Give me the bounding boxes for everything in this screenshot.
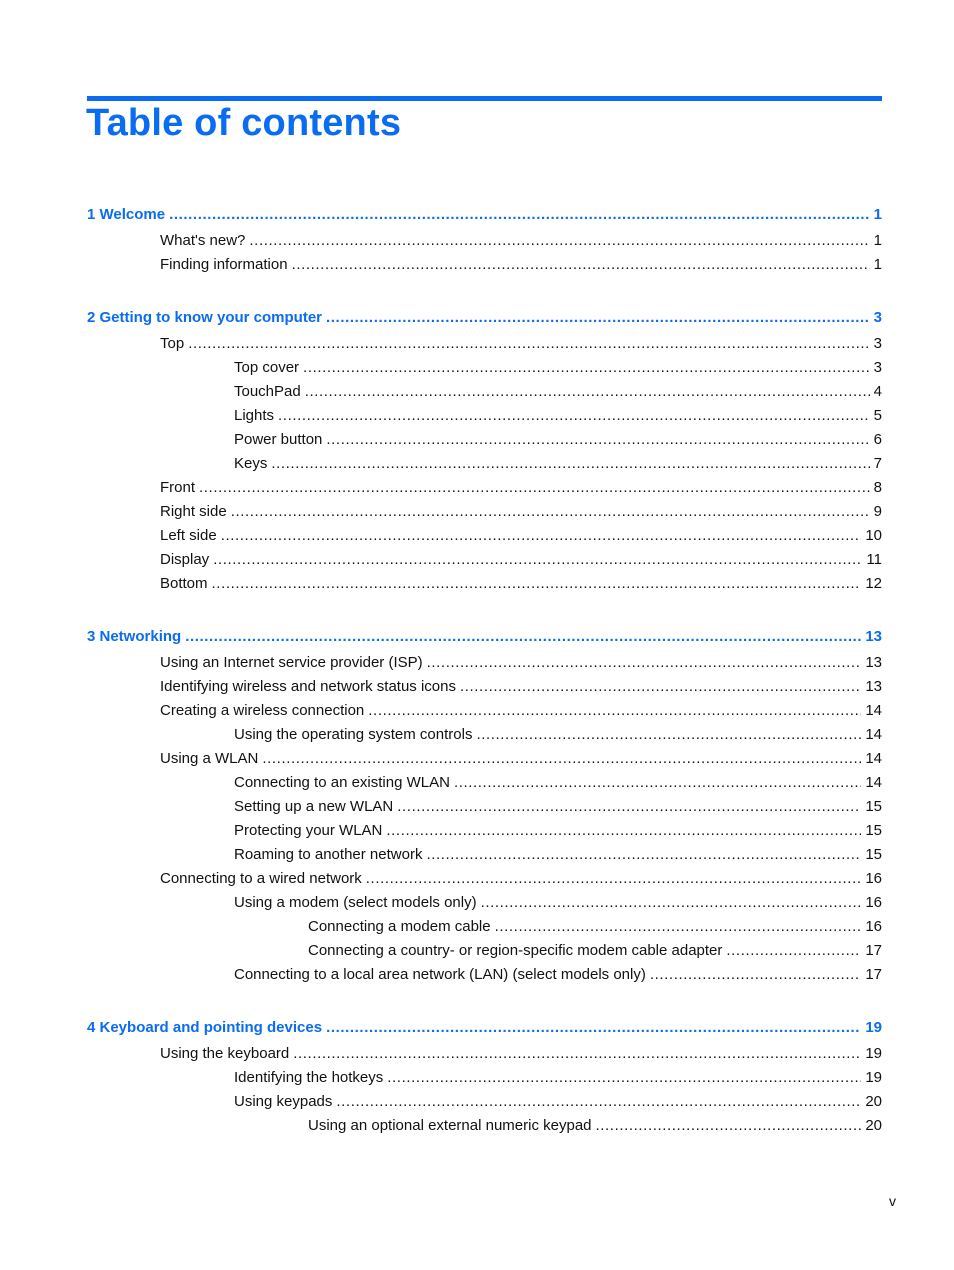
toc-entry-page: 15 xyxy=(865,798,882,815)
toc-entry-page: 10 xyxy=(865,527,882,544)
toc-entry[interactable] xyxy=(308,915,882,939)
toc-entry[interactable] xyxy=(234,963,882,987)
toc-entry[interactable] xyxy=(160,332,882,356)
dot-leader xyxy=(199,476,870,500)
dot-leader xyxy=(293,1042,861,1066)
dot-leader xyxy=(249,229,869,253)
dot-leader xyxy=(387,1066,861,1090)
dot-leader xyxy=(221,524,862,548)
toc-entry-page: 14 xyxy=(865,726,882,743)
dot-leader xyxy=(185,625,861,649)
toc-entry[interactable] xyxy=(160,524,882,548)
toc-entry-title: Creating a wireless connection xyxy=(160,702,365,719)
dot-leader xyxy=(366,867,862,891)
toc-entry[interactable] xyxy=(234,1090,882,1114)
toc-entry[interactable] xyxy=(160,572,882,596)
toc-entry-page: 17 xyxy=(865,942,882,959)
dot-leader xyxy=(212,572,862,596)
toc-entry[interactable] xyxy=(160,651,882,675)
page-number: v xyxy=(889,1193,896,1209)
toc-entry[interactable] xyxy=(160,253,882,277)
dot-leader xyxy=(426,843,861,867)
toc-entry-title: Using a modem (select models only) xyxy=(234,894,477,911)
toc-entry-page: 13 xyxy=(865,678,882,695)
dot-leader xyxy=(397,795,861,819)
toc-entry[interactable] xyxy=(234,891,882,915)
dot-leader xyxy=(271,452,869,476)
toc-entry-title: Using the keyboard xyxy=(160,1045,290,1062)
toc-entry-title: Top cover xyxy=(234,359,300,376)
toc-entry-title: Keys xyxy=(234,455,268,472)
dot-leader xyxy=(169,203,870,227)
toc-entry[interactable] xyxy=(160,500,882,524)
toc-entry-page: 19 xyxy=(865,1069,882,1086)
toc-entry[interactable] xyxy=(234,843,882,867)
dot-leader xyxy=(231,500,870,524)
toc-entry-title: Setting up a new WLAN xyxy=(234,798,394,815)
toc-entry[interactable] xyxy=(234,404,882,428)
toc-entry-title: Identifying the hotkeys xyxy=(234,1069,384,1086)
toc-entry-page: 9 xyxy=(873,503,882,520)
toc-entry-page: 7 xyxy=(873,455,882,472)
toc-entry[interactable] xyxy=(234,723,882,747)
toc-entry-title: Connecting to an existing WLAN xyxy=(234,774,450,791)
dot-leader xyxy=(213,548,862,572)
toc-entry[interactable] xyxy=(308,939,882,963)
dot-leader xyxy=(481,891,862,915)
toc-entry-page: 14 xyxy=(865,750,882,767)
toc-entry-title: Protecting your WLAN xyxy=(234,822,383,839)
toc-chapter-entry[interactable] xyxy=(87,625,882,649)
dot-leader xyxy=(495,915,862,939)
toc-entry-title: 4 Keyboard and pointing devices xyxy=(87,1019,323,1036)
toc-entry-title: Bottom xyxy=(160,575,208,592)
toc-entry-page: 19 xyxy=(865,1019,882,1036)
toc-entry-page: 20 xyxy=(865,1117,882,1134)
toc-entry-title: Connecting a modem cable xyxy=(308,918,491,935)
toc-entry[interactable] xyxy=(234,771,882,795)
dot-leader xyxy=(476,723,861,747)
toc-entry-page: 16 xyxy=(865,918,882,935)
toc-entry-page: 17 xyxy=(865,966,882,983)
toc-entry-page: 3 xyxy=(873,335,882,352)
toc-entry-title: 1 Welcome xyxy=(87,206,166,223)
dot-leader xyxy=(326,306,870,330)
toc-entry-page: 3 xyxy=(873,309,882,326)
dot-leader xyxy=(188,332,869,356)
toc-chapter-entry[interactable] xyxy=(87,203,882,227)
toc-entry-page: 14 xyxy=(865,702,882,719)
toc-entry-title: Identifying wireless and network status icons xyxy=(160,678,456,695)
toc-entry-title: Using a WLAN xyxy=(160,750,259,767)
toc-entry[interactable] xyxy=(160,1042,882,1066)
toc-entry[interactable] xyxy=(160,548,882,572)
toc-entry[interactable] xyxy=(234,452,882,476)
toc-entry[interactable] xyxy=(234,795,882,819)
toc-entry[interactable] xyxy=(234,1066,882,1090)
toc-chapter-entry[interactable] xyxy=(87,306,882,330)
toc-entry-page: 5 xyxy=(873,407,882,424)
toc-entry-title: Finding information xyxy=(160,256,288,273)
toc-entry-page: 3 xyxy=(873,359,882,376)
toc-entry[interactable] xyxy=(160,675,882,699)
page-title: Table of contents xyxy=(86,102,402,144)
dot-leader xyxy=(305,380,870,404)
toc-entry-title: Display xyxy=(160,551,210,568)
toc-entry-title: Top xyxy=(160,335,185,352)
toc-entry[interactable] xyxy=(160,747,882,771)
toc-entry[interactable] xyxy=(160,476,882,500)
toc-entry-page: 15 xyxy=(865,846,882,863)
toc-entry-page: 14 xyxy=(865,774,882,791)
toc-entry-page: 15 xyxy=(865,822,882,839)
toc-entry-page: 19 xyxy=(865,1045,882,1062)
dot-leader xyxy=(303,356,870,380)
toc-entry-title: Right side xyxy=(160,503,227,520)
toc-entry-title: Roaming to another network xyxy=(234,846,423,863)
toc-entry-page: 12 xyxy=(865,575,882,592)
toc-entry[interactable] xyxy=(160,229,882,253)
toc-entry[interactable] xyxy=(308,1114,882,1138)
dot-leader xyxy=(427,651,862,675)
toc-entry-title: Connecting a country- or region-specific modem cable adapter xyxy=(308,942,723,959)
dot-leader xyxy=(262,747,861,771)
toc-entry-title: TouchPad xyxy=(234,383,301,400)
toc-entry-title: 2 Getting to know your computer xyxy=(87,309,323,326)
toc-entry-page: 6 xyxy=(873,431,882,448)
dot-leader xyxy=(460,675,861,699)
toc-chapter-entry[interactable] xyxy=(87,1016,882,1040)
toc-entry-title: Front xyxy=(160,479,196,496)
toc-entry-page: 13 xyxy=(865,654,882,671)
toc-entry[interactable] xyxy=(160,699,882,723)
toc-entry[interactable] xyxy=(234,428,882,452)
toc-entry-title: Using an optional external numeric keypad xyxy=(308,1117,592,1134)
toc-entry-page: 13 xyxy=(865,628,882,645)
toc-entry-title: Connecting to a wired network xyxy=(160,870,362,887)
toc-entry[interactable] xyxy=(160,867,882,891)
dot-leader xyxy=(336,1090,861,1114)
toc-entry-page: 16 xyxy=(865,870,882,887)
toc-entry-page: 1 xyxy=(873,232,882,249)
dot-leader xyxy=(726,939,861,963)
dot-leader xyxy=(368,699,861,723)
dot-leader xyxy=(386,819,861,843)
toc-entry-title: Connecting to a local area network (LAN) (select models only) xyxy=(234,966,646,983)
toc-entry-page: 20 xyxy=(865,1093,882,1110)
dot-leader xyxy=(278,404,870,428)
dot-leader xyxy=(326,1016,861,1040)
dot-leader xyxy=(326,428,869,452)
dot-leader xyxy=(454,771,861,795)
toc-entry-title: Lights xyxy=(234,407,275,424)
dot-leader xyxy=(650,963,861,987)
toc-entry-page: 11 xyxy=(866,551,882,568)
toc-entry-title: What's new? xyxy=(160,232,246,249)
toc-entry[interactable] xyxy=(234,819,882,843)
toc-entry[interactable] xyxy=(234,356,882,380)
toc-entry-title: Power button xyxy=(234,431,323,448)
toc-entry-page: 1 xyxy=(873,206,882,223)
toc-entry-page: 1 xyxy=(873,256,882,273)
toc-entry-page: 16 xyxy=(865,894,882,911)
toc-entry-page: 8 xyxy=(873,479,882,496)
toc-entry-title: Left side xyxy=(160,527,217,544)
toc-entry-title: Using keypads xyxy=(234,1093,333,1110)
toc-entry-page: 4 xyxy=(873,383,882,400)
toc-entry-title: Using the operating system controls xyxy=(234,726,473,743)
dot-leader xyxy=(292,253,870,277)
toc-entry[interactable] xyxy=(234,380,882,404)
toc-entry-title: 3 Networking xyxy=(87,628,182,645)
dot-leader xyxy=(596,1114,862,1138)
toc-entry-title: Using an Internet service provider (ISP) xyxy=(160,654,423,671)
